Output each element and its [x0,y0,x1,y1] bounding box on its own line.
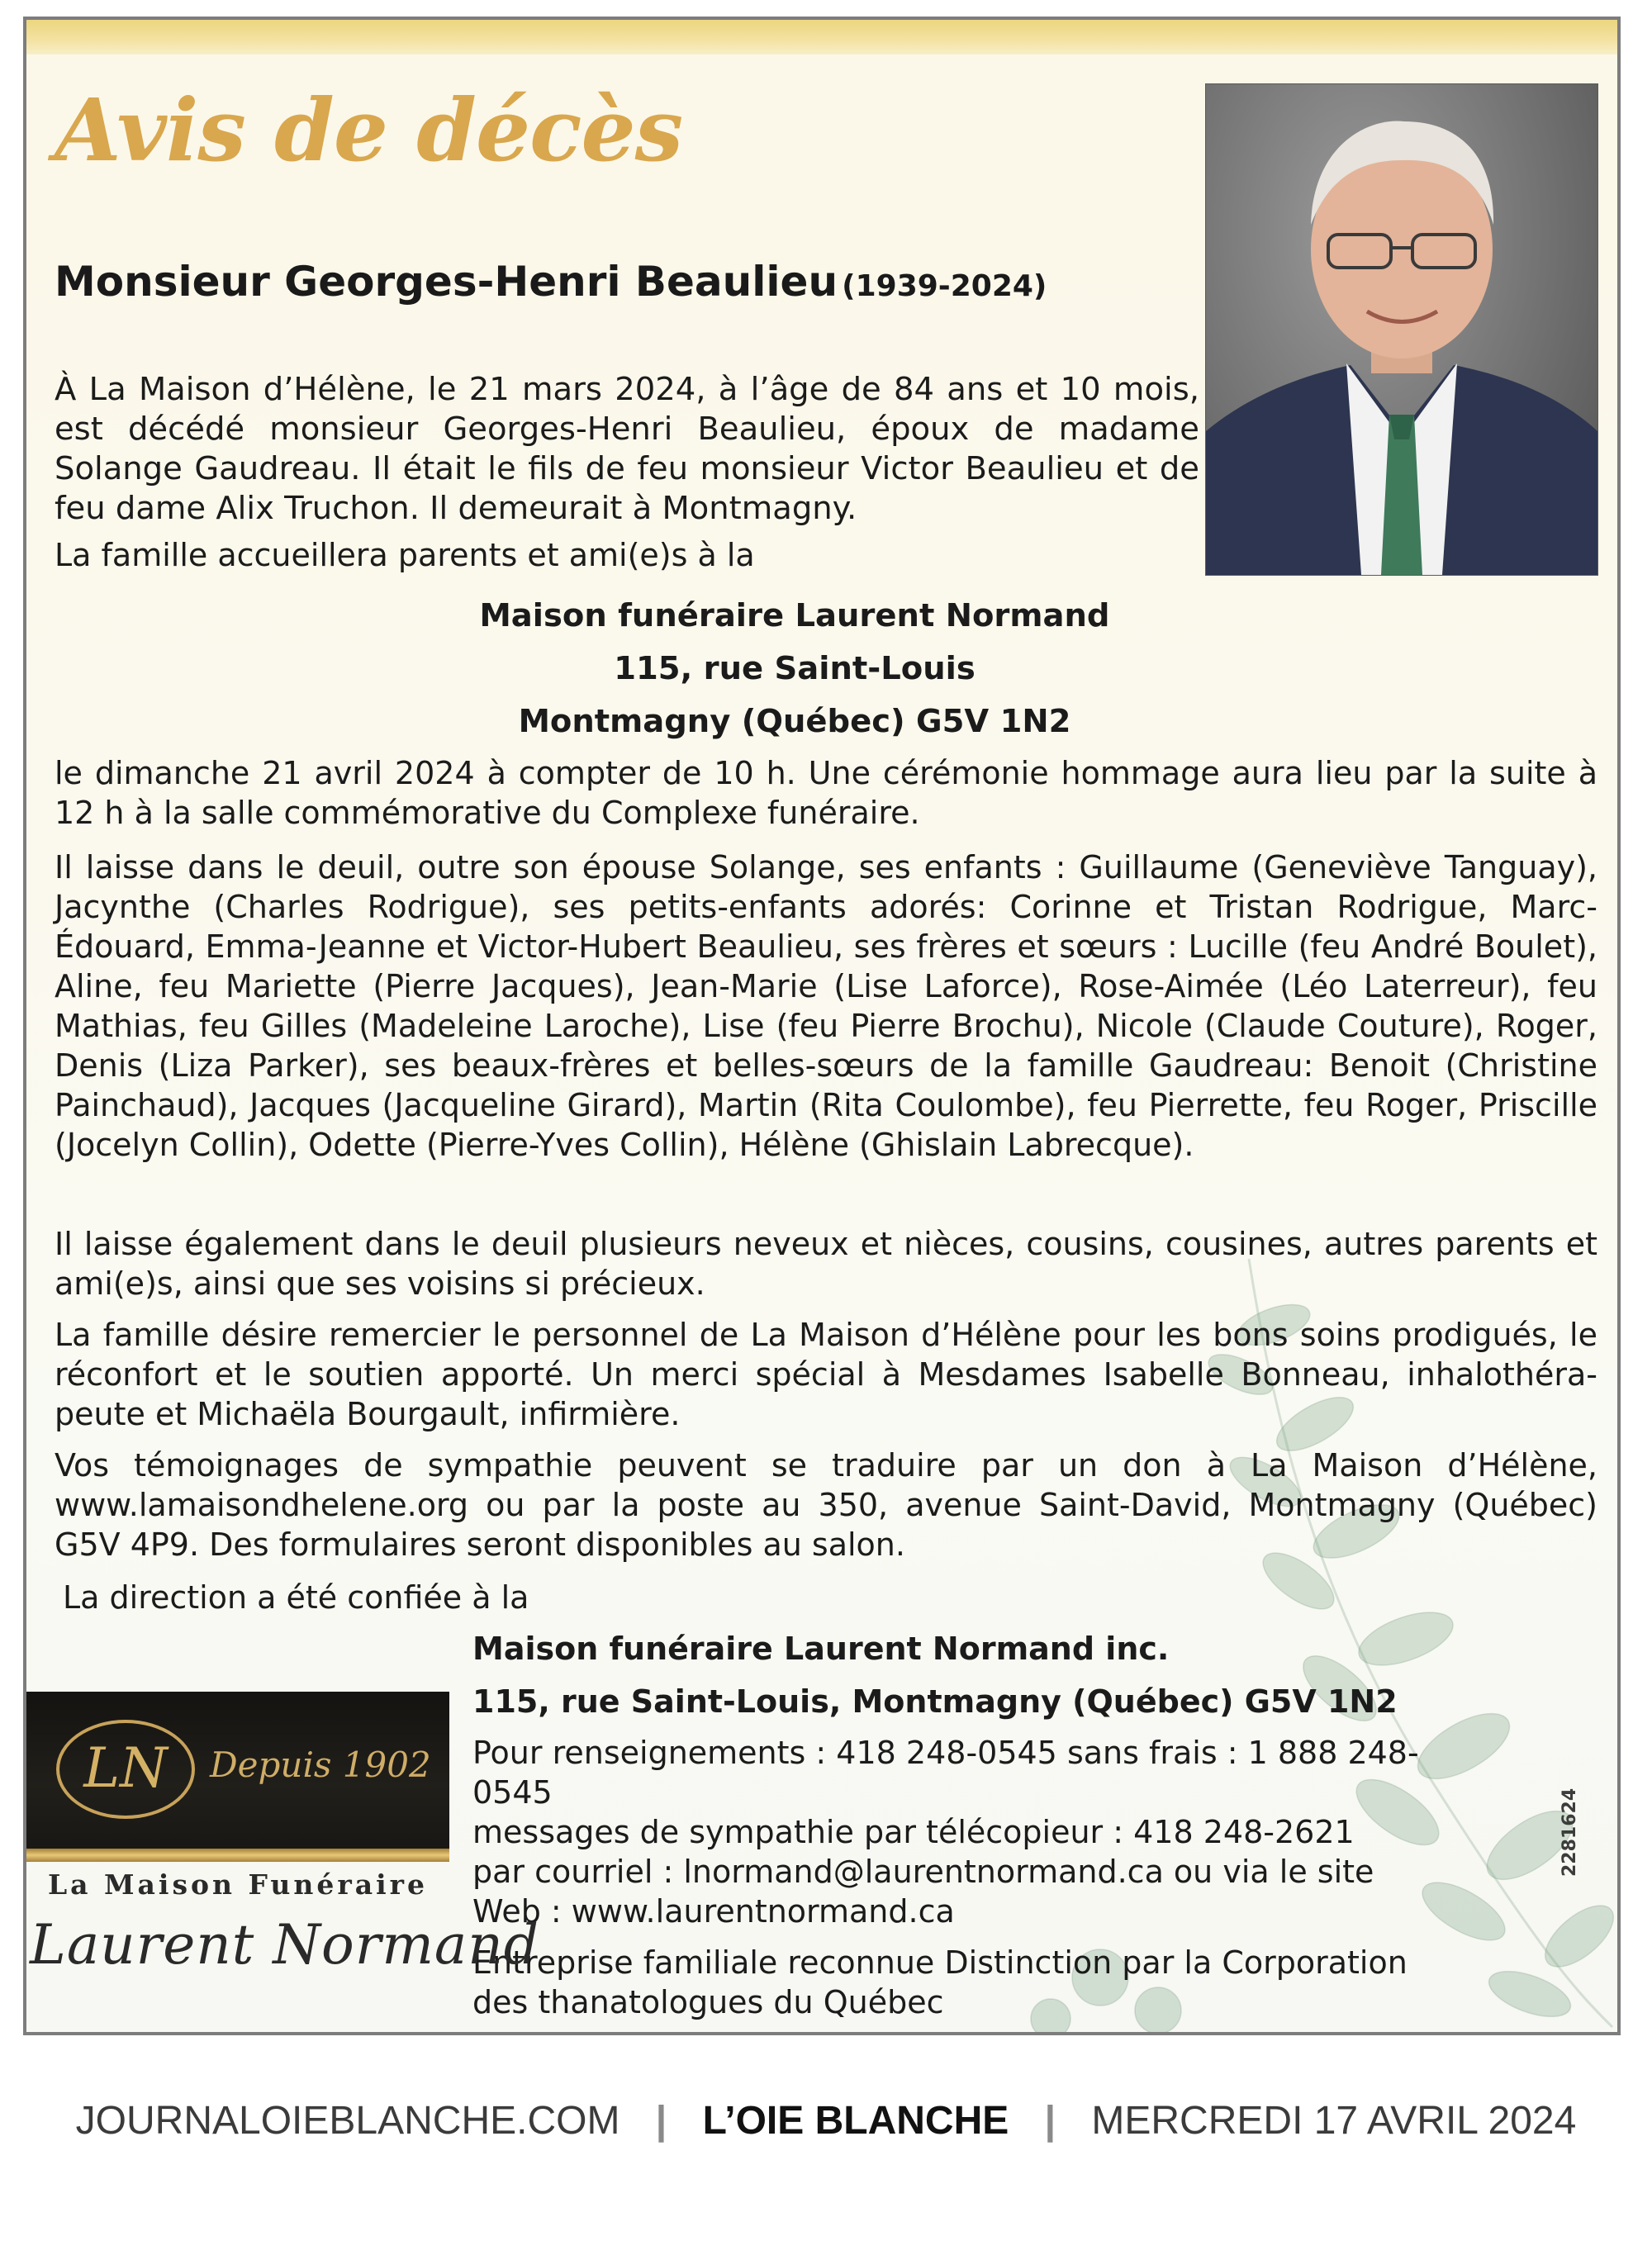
funeral-home-distinction: Entreprise familiale reconnue Distinction par la Corporation des thanatologues du Québec [472,1944,1408,2020]
venue-name: Maison funéraire Laurent Normand [479,597,1110,634]
footer-site: JOURNALOIEBLANCHE.COM [75,2099,620,2143]
notice-title: Avis de décès [55,79,683,181]
donation-paragraph: Vos témoignages de sympathie peuvent se traduire par un don à La Maison d’Hélène, www.lamaisondhelene.org ou par la poste au 350, avenue Saint-David, Montmagny (Québec) G5V 4P9. Des formulaires seront disponibles au salon. [55,1447,1597,1563]
intro-paragraph: À La Maison d’Hélène, le 21 mars 2024, à l’âge de 84 ans et 10 mois, est décédé monsieur Georges-Henri Beaulieu, époux de madame Solange Gaudreau. Il était le fils de feu monsieur Victor Beaulieu et de feu dame Alix Truchon. Il demeurait à Montmagny. [55,371,1199,527]
venue-city: Montmagny (Québec) G5V 1N2 [518,703,1071,740]
funeral-home-contact [472,1629,1464,2022]
ad-reference-number: 2281624 [1559,1787,1580,1877]
funeral-home-fax: messages de sympathie par télécopieur : 418 248-2621 [472,1814,1355,1850]
funeral-home-address: 115, rue Saint-Louis, Montmagny (Québec) G5V 1N2 [472,1683,1398,1720]
welcome-line: La famille accueillera parents et ami(e)s à la [55,537,755,573]
funeral-home-logo-banner [26,1692,449,1862]
logo-wordmark: Laurent Normand [30,1913,540,1977]
family-paragraph: Il laisse dans le deuil, outre son épouse Solange, ses enfants : Guillaume (Geneviève Tanguay), Jacynthe (Charles Rodrigue), ses petits-enfants adorés: Corinne et Tristan Rodrigue, Marc-Édouard, Emma-Jeanne et Victor-Hubert Beaulieu, ses frères et sœurs : Lucille (feu André Boulet), Aline, feu Mariette (Pierre Jacques), Jean-Marie (Lise Laforce), Rose-Aimée (Léo Laterreur), feu Mathias, feu Gilles (Madeleine Laroche), Lise (feu Pierre Brochu), Nicole (Claude Couture), Roger, Denis (Liza Parker), ses beaux-frères et belles-sœurs de la famille Gaudreau: Benoit (Christine Painchaud), Jacques (Jacqueline Girard), Martin (Rita Coulombe), feu Pierrette, feu Roger, Priscille (Jocelyn Collin), Odette (Pierre-Yves Collin), Hélène (Ghislain Labrecque). [55,849,1597,1163]
visitation-venue [423,590,1166,748]
obituary-notice [23,17,1621,2035]
logo-since: Depuis 1902 [210,1745,431,1785]
footer-paper-name: L’OIE BLANCHE [702,2099,1009,2143]
life-years: (1939-2024) [842,269,1047,303]
logo-monogram: LN [56,1720,195,1819]
funeral-home-website: Web : www.laurentnormand.ca [472,1893,955,1930]
funeral-home-phone: Pour renseignements : 418 248-0545 sans frais : 1 888 248-0545 [472,1735,1419,1811]
extended-family-paragraph: Il laisse également dans le deuil plusieurs neveux et nièces, cousins, cousines, autres parents et ami(e)s, ainsi que ses voisins si précieux. [55,1226,1597,1302]
logo-gold-bar [26,1849,449,1862]
direction-line: La direction a été confiée à la [63,1579,529,1616]
funeral-home-email: par courriel : lnormand@laurentnormand.ca ou via le site [472,1854,1374,1890]
deceased-portrait [1206,84,1597,575]
funeral-home-name: Maison funéraire Laurent Normand inc. [472,1631,1170,1667]
top-gold-band [26,20,1617,55]
deceased-name-line [55,258,1211,306]
logo-house-label: La Maison Funéraire [47,1868,429,1901]
venue-street: 115, rue Saint-Louis [614,650,976,687]
footer-separator: | [655,2099,667,2143]
portrait-illustration [1206,84,1597,575]
newspaper-footer [0,2098,1652,2143]
deceased-name: Monsieur Georges-Henri Beaulieu [55,258,838,306]
footer-separator: | [1044,2099,1056,2143]
visitation-date-paragraph: le dimanche 21 avril 2024 à compter de 10 h. Une cérémonie hommage aura lieu par la suite à 12 h à la salle commémorative du Complexe funéraire. [55,755,1597,831]
thanks-paragraph: La famille désire remercier le personnel de La Maison d’Hélène pour les bons soins prodigués, le réconfort et le soutien apporté. Un merci spécial à Mesdames Isabelle Bonneau, inhalothéra-peute et Michaëla Bourgault, infirmière. [55,1317,1597,1432]
footer-date: MERCREDI 17 AVRIL 2024 [1091,2099,1577,2143]
